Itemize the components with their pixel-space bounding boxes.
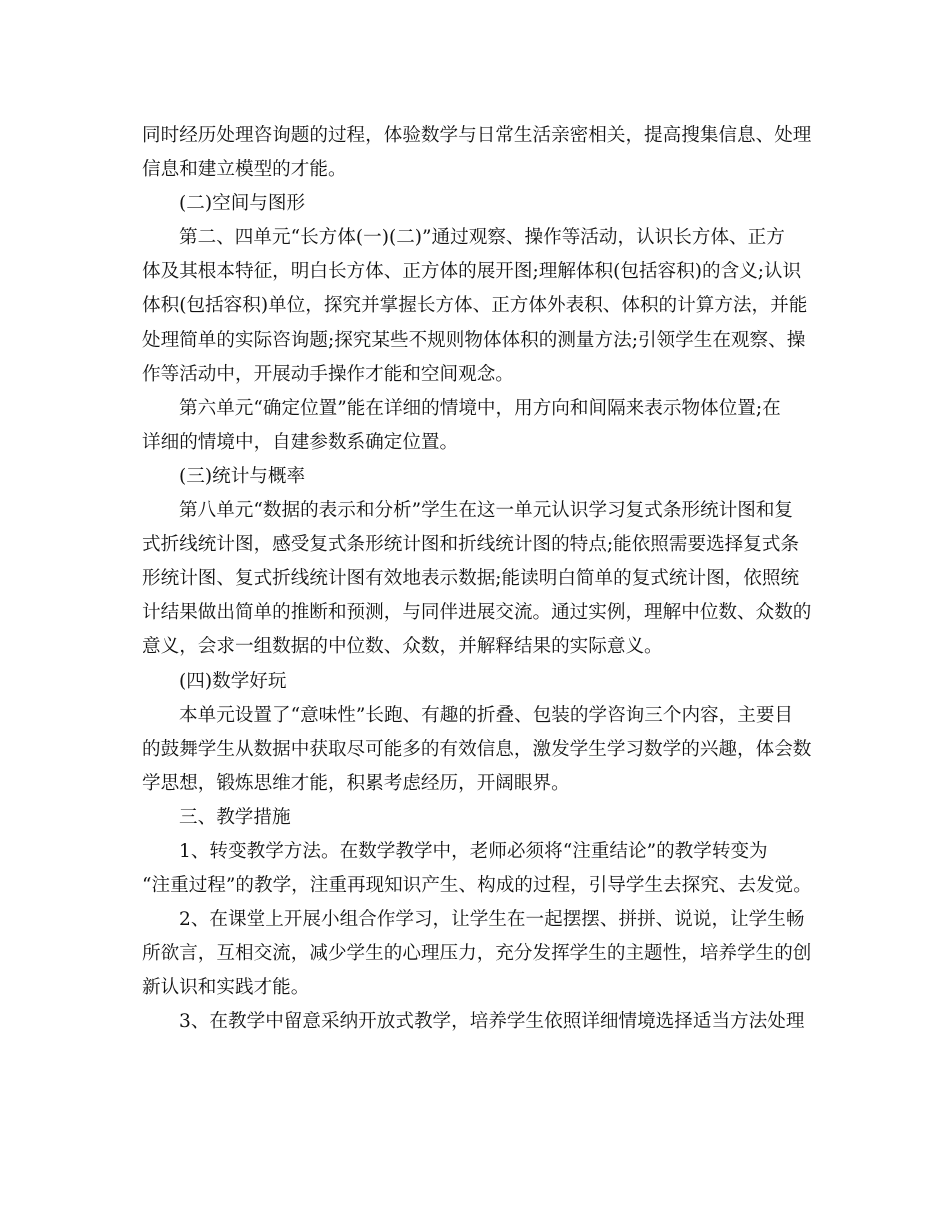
text-line: (二)空间与图形 [179, 193, 306, 215]
text-line: 体积(包括容积)单位，探究并掌握长方体、正方体外表积、体积的计算方法，并能 [142, 295, 808, 317]
text-line: 计结果做出简单的推断和预测，与同伴进展交流。通过实例，理解中位数、众数的 [142, 602, 812, 624]
text-line: 1、转变教学方法。在数学教学中，老师必须将“注重结论”的教学转变为 [179, 840, 768, 862]
text-line: 体及其根本特征，明白长方体、正方体的展开图;理解体积(包括容积)的含义;认识 [142, 261, 802, 283]
text-line: 新认识和实践才能。 [142, 977, 310, 999]
document-body [142, 119, 814, 1040]
text-line: 第二、四单元“长方体(一)(二)”通过观察、操作等活动，认识长方体、正方 [179, 227, 785, 249]
text-line: 本单元设置了“意味性”长跑、有趣的折叠、包装的学咨询三个内容，主要目 [179, 704, 794, 726]
text-line: 三、教学措施 [179, 806, 291, 828]
text-line: (三)统计与概率 [179, 465, 306, 487]
text-line: 处理简单的实际咨询题;探究某些不规则物体体积的测量方法;引领学生在观察、操 [142, 329, 806, 351]
text-line: (四)数学好玩 [179, 670, 287, 692]
text-line: 式折线统计图，感受复式条形统计图和折线统计图的特点;能依照需要选择复式条 [142, 534, 800, 556]
text-line: 信息和建立模型的才能。 [142, 159, 347, 181]
text-line: “注重过程”的教学，注重再现知识产生、构成的过程，引导学生去探究、去发觉。 [142, 875, 812, 897]
text-line: 作等活动中，开展动手操作才能和空间观念。 [142, 363, 514, 385]
text-line: 第六单元“确定位置”能在详细的情境中，用方向和间隔来表示物体位置;在 [179, 397, 781, 419]
text-line: 学思想，锻炼思维才能，积累考虑经历，开阔眼界。 [142, 772, 570, 794]
text-line: 2、在课堂上开展小组合作学习，让学生在一起摆摆、拼拼、说说，让学生畅 [179, 909, 805, 931]
text-line: 详细的情境中，自建参数系确定位置。 [142, 431, 459, 453]
text-line: 形统计图、复式折线统计图有效地表示数据;能读明白简单的复式统计图，依照统 [142, 568, 800, 590]
text-line: 第八单元“数据的表示和分析”学生在这一单元认识学习复式条形统计图和复 [179, 500, 794, 522]
text-line: 的鼓舞学生从数据中获取尽可能多的有效信息，激发学生学习数学的兴趣，体会数 [142, 738, 812, 760]
text-line: 同时经历处理咨询题的过程，体验数学与日常生活亲密相关，提高搜集信息、处理 [142, 125, 812, 146]
text-line: 意义，会求一组数据的中位数、众数，并解释结果的实际意义。 [142, 636, 663, 658]
text-line: 所欲言，互相交流，减少学生的心理压力，充分发挥学生的主题性，培养学生的创 [142, 943, 812, 965]
text-line: 3、在教学中留意采纳开放式教学，培养学生依照详细情境选择适当方法处理 [179, 1011, 805, 1033]
